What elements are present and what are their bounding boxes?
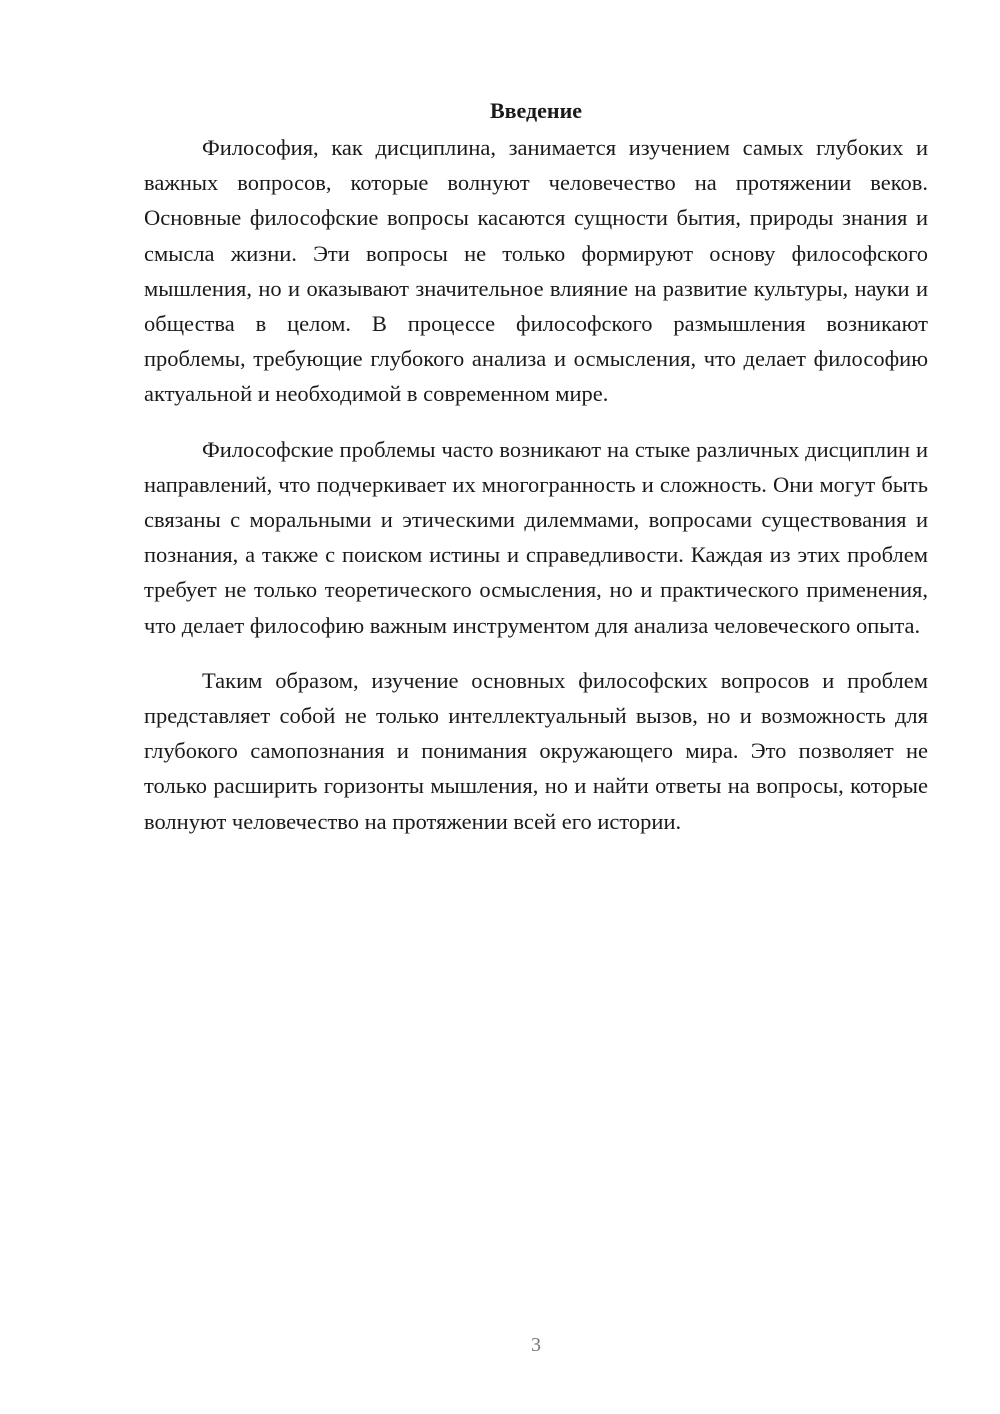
paragraph-2: Философские проблемы часто возникают на стыке различных дисциплин и направлений, что подчеркивает их многогранность и сложность. Они могут быть связаны с моральными и этическими дилеммами, вопросами существования и познания, а также с поиском истины и справедливости. Каждая из этих проблем требует не только теоретического осмысления, но и практического применения, что делает философию важным инструментом для анализа человеческого опыта.: [144, 436, 928, 638]
page-content: [144, 96, 928, 859]
page-number: 3: [531, 1334, 541, 1356]
paragraph-3: Таким образом, изучение основных философских вопросов и проблем представляет собой не только интеллектуальный вызов, но и возможность для глубокого самопознания и понимания окружающего мира. Это позволяет не только расширить горизонты мышления, но и найти ответы на вопросы, которые волнуют человечество на протяжении всей его истории.: [144, 667, 928, 834]
section-heading: Введение: [489, 98, 583, 123]
paragraph-1: Философия, как дисциплина, занимается изучением самых глубоких и важных вопросов, которые волнуют человечество на протяжении веков. Основные философские вопросы касаются сущности бытия, природы знания и смысла жизни. Эти вопросы не только формируют основу философского мышления, но и оказывают значительное влияние на развитие культуры, науки и общества в целом. В процессе философского размышления возникают проблемы, требующие глубокого анализа и осмысления, что делает философию актуальной и необходимой в современном мире.: [144, 135, 928, 407]
